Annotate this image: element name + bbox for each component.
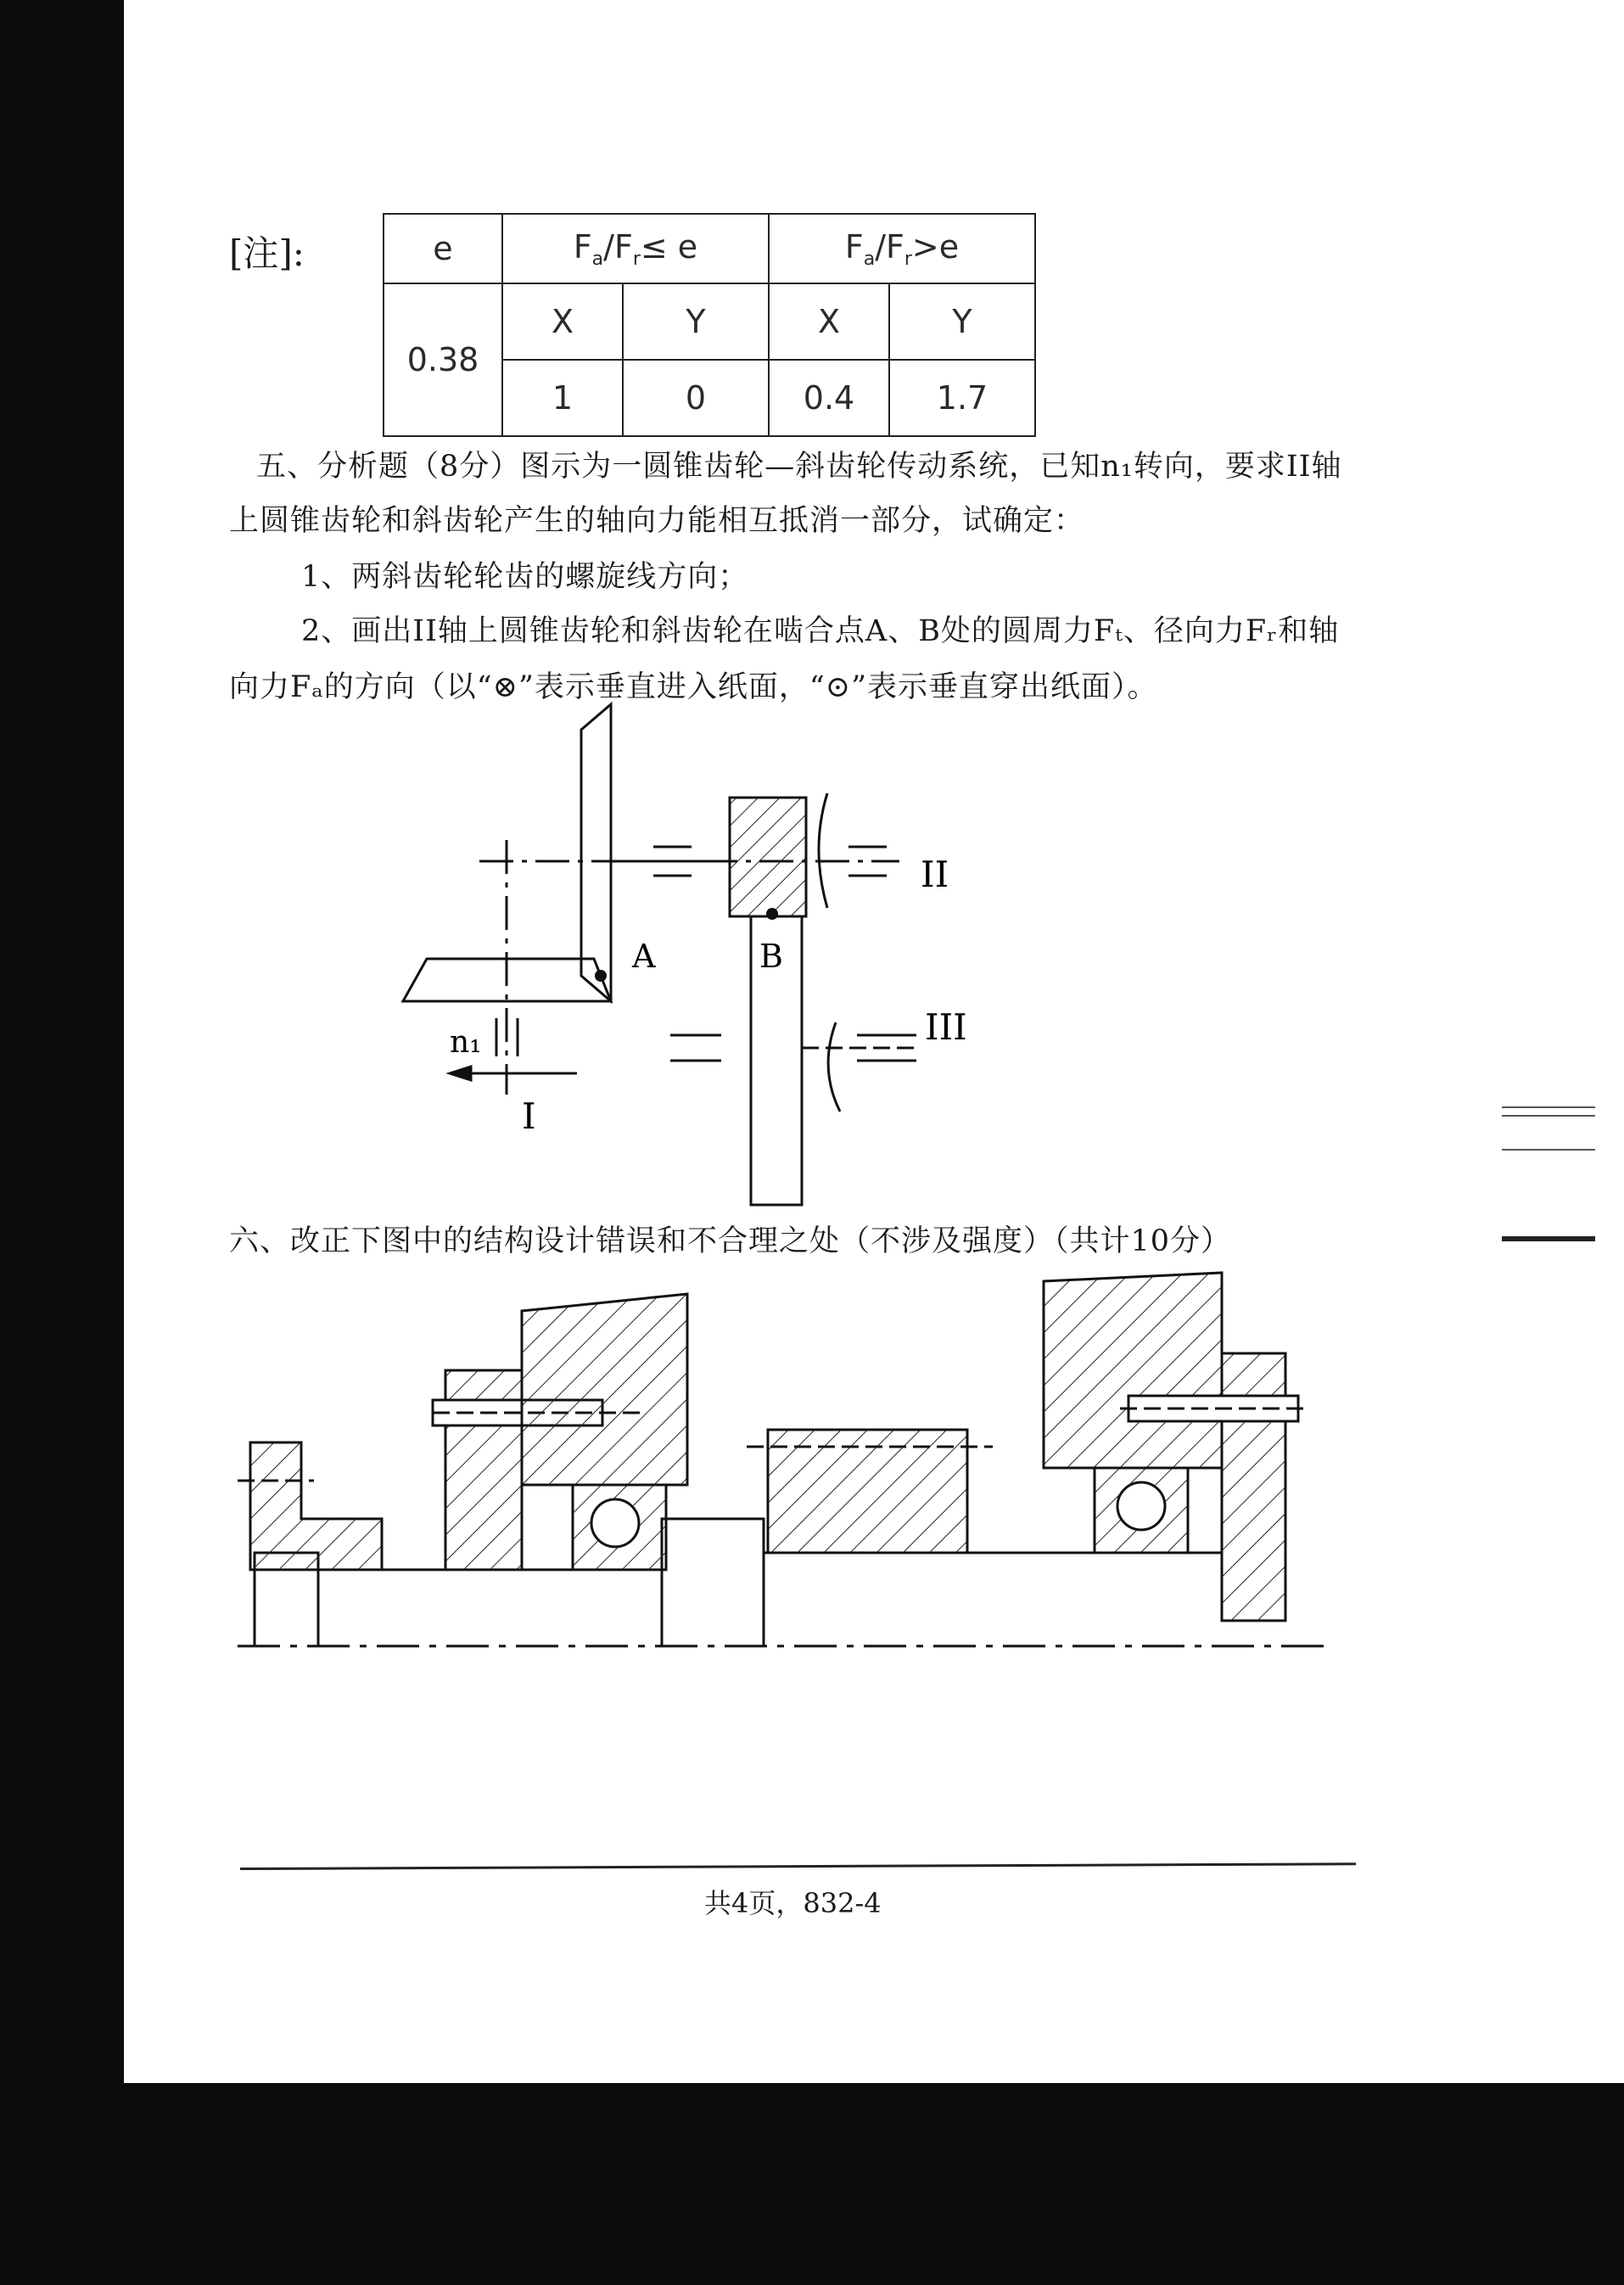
label-shaft-ii: II (921, 854, 949, 895)
value-y2: 1.7 (889, 360, 1035, 436)
e-value: 0.38 (384, 283, 502, 436)
scan-edge-marks (1502, 1103, 1604, 1273)
q5-line4: 2、画出II轴上圆锥齿轮和斜齿轮在啮合点A、B处的圆周力Fₜ、径向力Fᵣ和轴 (301, 614, 1340, 648)
note-label: [注]: (229, 232, 305, 274)
header-e: e (384, 214, 502, 283)
col-x2: X (769, 283, 889, 360)
label-shaft-iii: III (925, 1006, 967, 1048)
q5-line5: 向力Fₐ的方向（以“⊗”表示垂直进入纸面，“⊙”表示垂直穿出纸面）。 (229, 670, 1158, 704)
col-x1: X (502, 283, 623, 360)
label-a: A (632, 938, 656, 975)
label-n1: n₁ (450, 1025, 482, 1060)
q5-line1: 五、分析题（8分）图示为一圆锥齿轮—斜齿轮传动系统，已知n₁转向，要求II轴 (256, 450, 1342, 484)
q6-title: 六、改正下图中的结构设计错误和不合理之处（不涉及强度）（共计10分） (229, 1224, 1232, 1258)
value-x1: 1 (502, 360, 623, 436)
label-b: B (759, 938, 783, 975)
value-y1: 0 (623, 360, 769, 436)
q5-line3: 1、两斜齿轮轮齿的螺旋线方向； (301, 560, 749, 594)
col-y2: Y (889, 283, 1035, 360)
label-shaft-i: I (522, 1095, 536, 1137)
q5-line2: 上圆锥齿轮和斜齿轮产生的轴向力能相互抵消一部分，试确定： (229, 504, 1085, 538)
header-cond-gt: $F_a/F_r>e$ (769, 214, 1035, 283)
header-cond-le: $F_a/F_r\le e$ (502, 214, 769, 283)
value-x2: 0.4 (769, 360, 889, 436)
page-footer: 共4页，832-4 (704, 1887, 882, 1919)
col-y1: Y (623, 283, 769, 360)
